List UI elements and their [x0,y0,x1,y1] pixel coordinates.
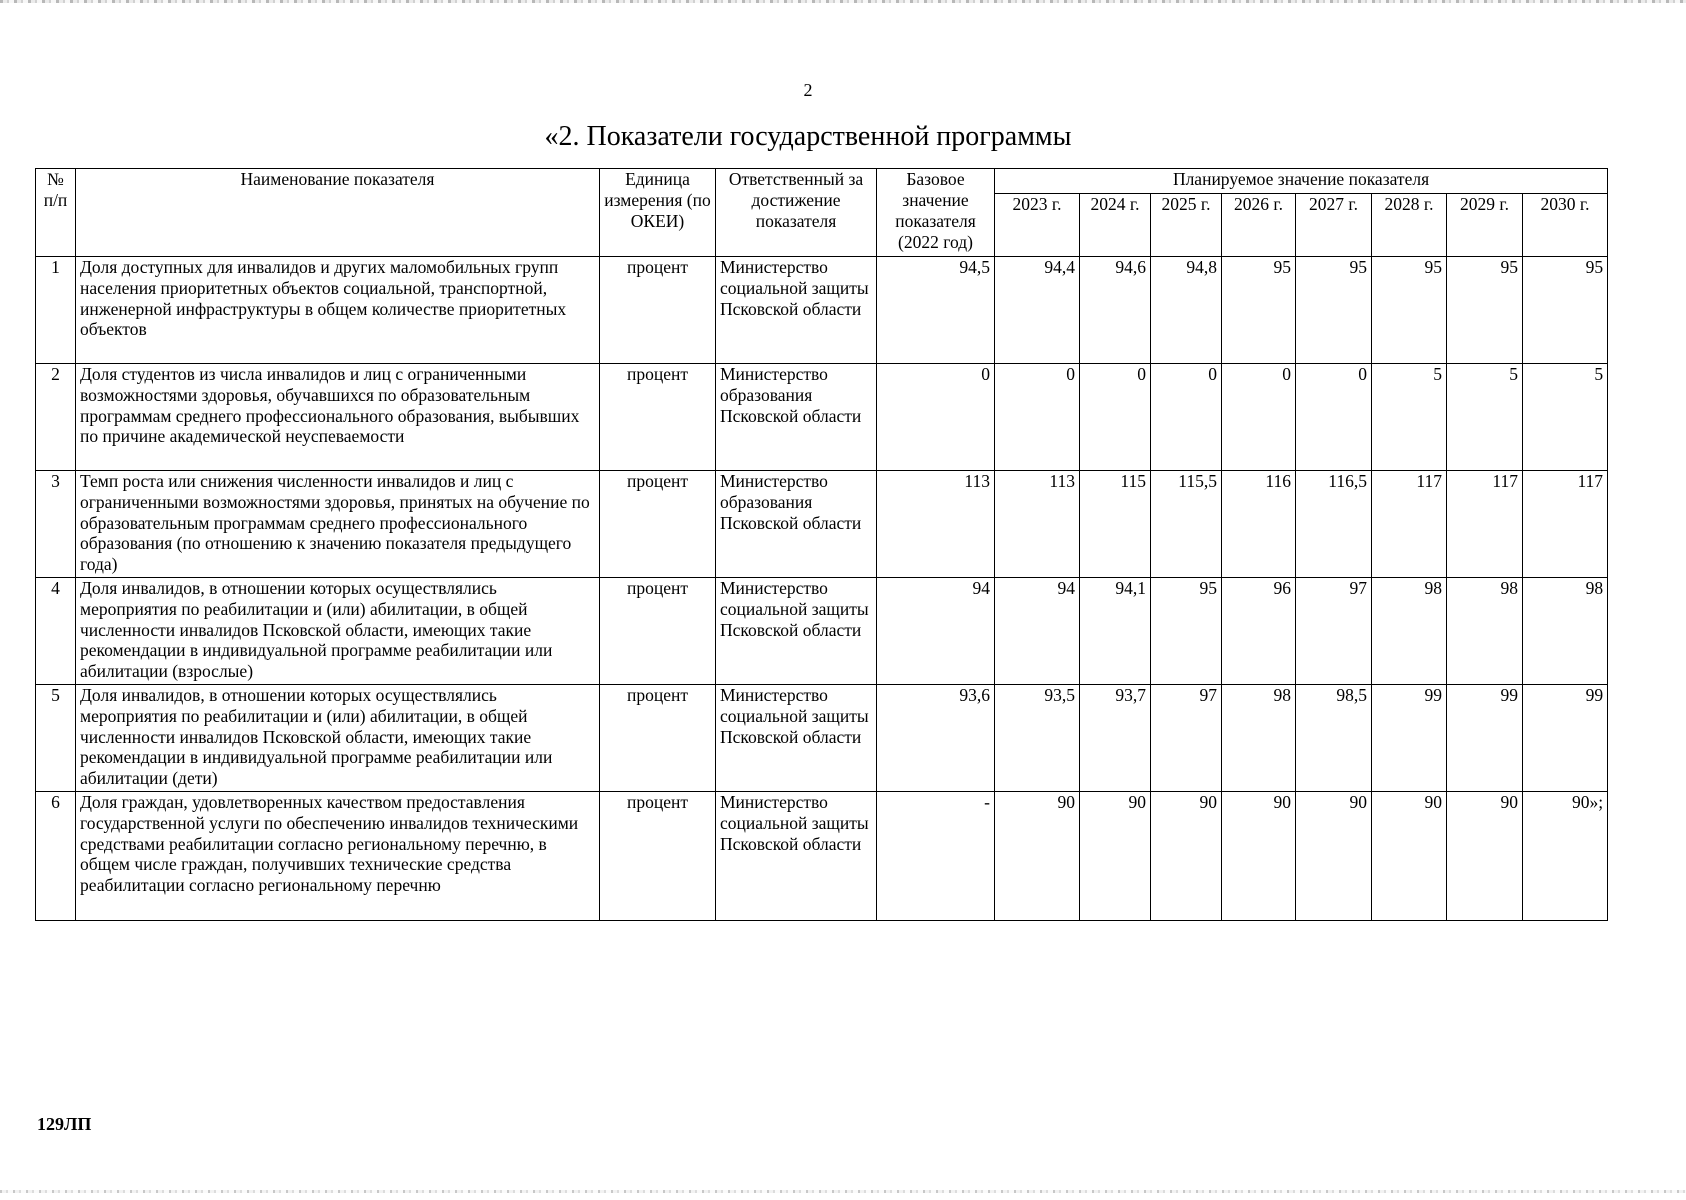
planned-value: 0 [1296,364,1372,471]
planned-value: 115,5 [1151,471,1222,578]
header-row-top [36,169,1608,194]
page-number: 2 [803,80,813,100]
header-year: 2029 г. [1447,194,1523,257]
planned-value: 95 [1296,257,1372,364]
planned-value: 0 [1080,364,1151,471]
table-row [36,471,1608,578]
indicator-name: Доля студентов из числа инвалидов и лиц с ограниченными возможностями здоровья, обучавшихся по образовательным программам среднего профессионального образования, выбывших по причине академической неуспеваемости [76,364,600,471]
base-value: 113 [877,471,995,578]
header-year: 2030 г. [1523,194,1608,257]
planned-value: 5 [1372,364,1447,471]
indicator-responsible: Министерство социальной защиты Псковской области [716,792,877,921]
planned-value: 0 [1222,364,1296,471]
base-value: 94,5 [877,257,995,364]
indicator-unit: процент [600,257,716,364]
header-year: 2028 г. [1372,194,1447,257]
row-number: 6 [36,792,76,921]
header-year: 2025 г. [1151,194,1222,257]
row-number: 1 [36,257,76,364]
base-value: 93,6 [877,685,995,792]
header-year: 2026 г. [1222,194,1296,257]
indicator-responsible: Министерство образования Псковской области [716,364,877,471]
row-number: 4 [36,578,76,685]
planned-value: 90 [1372,792,1447,921]
indicator-name: Темп роста или снижения численности инвалидов и лиц с ограниченными возможностями здоровья, принятых на обучение по образовательным программам среднего профессионального образования (по отношению к значению показателя предыдущего года) [76,471,600,578]
planned-value: 95 [1151,578,1222,685]
indicator-unit: процент [600,792,716,921]
scan-edge-top [0,0,1686,3]
planned-value: 95 [1222,257,1296,364]
planned-value: 99 [1447,685,1523,792]
indicator-name: Доля инвалидов, в отношении которых осуществлялись мероприятия по реабилитации и (или) абилитации, в общей численности инвалидов Псковской области, имеющих такие рекомендации в индивидуальной программе реабилитации или абилитации (дети) [76,685,600,792]
header-responsible: Ответственный за достижение показателя [716,169,877,257]
row-number: 5 [36,685,76,792]
table-row [36,792,1608,921]
table-row [36,257,1608,364]
indicator-responsible: Министерство социальной защиты Псковской области [716,685,877,792]
planned-value: 97 [1296,578,1372,685]
planned-value: 90 [995,792,1080,921]
document-code: 129ЛП [37,1114,92,1134]
planned-value: 93,7 [1080,685,1151,792]
planned-value: 90 [1222,792,1296,921]
planned-value: 5 [1447,364,1523,471]
planned-value: 95 [1447,257,1523,364]
base-value: - [877,792,995,921]
planned-value: 90»; [1523,792,1608,921]
planned-value: 0 [995,364,1080,471]
planned-value: 117 [1523,471,1608,578]
table-row [36,685,1608,792]
table-row [36,364,1608,471]
header-year: 2027 г. [1296,194,1372,257]
planned-value: 5 [1523,364,1608,471]
indicator-name: Доля граждан, удовлетворенных качеством предоставления государственной услуги по обеспечению инвалидов техническими средствами реабилитации согласно региональному перечню, в общем числе граждан, получивших технические средства реабилитации согласно региональному перечню [76,792,600,921]
planned-value: 94,4 [995,257,1080,364]
header-number: № п/п [36,169,76,257]
planned-value: 115 [1080,471,1151,578]
row-number: 2 [36,364,76,471]
header-year: 2024 г. [1080,194,1151,257]
planned-value: 90 [1296,792,1372,921]
table-row [36,578,1608,685]
base-value: 0 [877,364,995,471]
header-unit: Единица измерения (по ОКЕИ) [600,169,716,257]
header-year: 2023 г. [995,194,1080,257]
planned-value: 99 [1372,685,1447,792]
indicators-table [35,168,1608,921]
planned-value: 96 [1222,578,1296,685]
planned-value: 117 [1372,471,1447,578]
indicator-responsible: Министерство образования Псковской области [716,471,877,578]
planned-value: 95 [1372,257,1447,364]
document-title: «2. Показатели государственной программы [544,121,1072,152]
planned-value: 93,5 [995,685,1080,792]
base-value: 94 [877,578,995,685]
planned-value: 98,5 [1296,685,1372,792]
planned-value: 94 [995,578,1080,685]
indicator-unit: процент [600,578,716,685]
planned-value: 94,1 [1080,578,1151,685]
planned-value: 98 [1523,578,1608,685]
header-base-value: Базовое значение показателя (2022 год) [877,169,995,257]
header-name: Наименование показателя [76,169,600,257]
indicator-unit: процент [600,364,716,471]
header-planned-group: Планируемое значение показателя [995,169,1608,194]
scan-edge-bottom [0,1190,1686,1193]
planned-value: 94,6 [1080,257,1151,364]
planned-value: 95 [1523,257,1608,364]
planned-value: 116 [1222,471,1296,578]
planned-value: 90 [1151,792,1222,921]
row-number: 3 [36,471,76,578]
planned-value: 97 [1151,685,1222,792]
indicator-responsible: Министерство социальной защиты Псковской области [716,578,877,685]
planned-value: 94,8 [1151,257,1222,364]
indicator-unit: процент [600,471,716,578]
planned-value: 90 [1080,792,1151,921]
planned-value: 99 [1523,685,1608,792]
planned-value: 0 [1151,364,1222,471]
planned-value: 113 [995,471,1080,578]
planned-value: 117 [1447,471,1523,578]
indicator-unit: процент [600,685,716,792]
planned-value: 90 [1447,792,1523,921]
planned-value: 98 [1372,578,1447,685]
indicator-name: Доля доступных для инвалидов и других маломобильных групп населения приоритетных объектов социальной, транспортной, инженерной инфраструктуры в общем количестве приоритетных объектов [76,257,600,364]
indicator-responsible: Министерство социальной защиты Псковской области [716,257,877,364]
planned-value: 98 [1447,578,1523,685]
planned-value: 116,5 [1296,471,1372,578]
planned-value: 98 [1222,685,1296,792]
indicator-name: Доля инвалидов, в отношении которых осуществлялись мероприятия по реабилитации и (или) абилитации, в общей численности инвалидов Псковской области, имеющих такие рекомендации в индивидуальной программе реабилитации или абилитации (взрослые) [76,578,600,685]
